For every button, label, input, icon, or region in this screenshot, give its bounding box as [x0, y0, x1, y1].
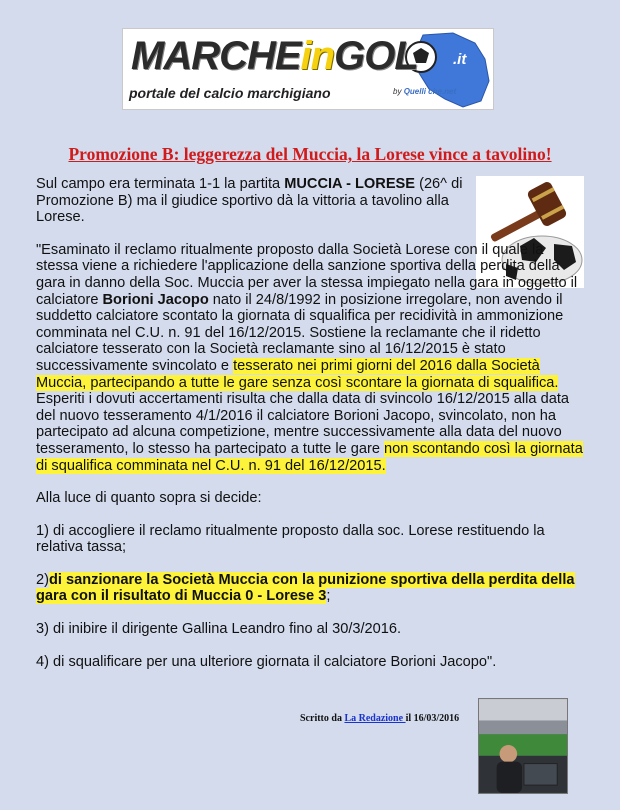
paragraph-complaint: "Esaminato il reclamo ritualmente proposto dalla Società Lorese con il quale la stessa viene a richiedere l'applicazione della sanzione sportiva della perdita della gara in danno della Soc. Muccia per aver la stessa impiegato nella gara in oggetto il calciatore Borioni Jacopo nato il 24/8/1992 in posizione irregolare, non avendo il suddetto calciatore scontato la giornata di squalifica per recidività in ammonizione comminata nel C.U. n. 91 del 16/12/2015. Sostiene la reclamante che il ridetto calciatore tesserato con la Società reclamante sino al 16/12/2015 è stato successivamente svincolato e tesserato nei primi giorni del 2016 dalla Società Muccia, partecipando a tutte le gare senza così scontare la giornata di squalifica. Esperiti i dovuti accertamenti risulta che dalla data di svincolo 16/12/2015 alla data del nuovo tesseramento 4/1/2016 il calciatore Borioni Jacopo, svincolato, non ha partecipato ad alcuna competizione, mentre successivamente alla data del nuovo tesseramento, lo stesso ha partecipato a tutte le gare non scontando così la giornata di squalifica comminata nel C.U. n. 91 del 16/12/2015. [36, 241, 583, 474]
stadium-reporter-image [478, 698, 568, 794]
paragraph-decision-intro: Alla luce di quanto sopra si decide: [36, 490, 262, 507]
logo-sponsor: by Quelli che.net [393, 87, 457, 96]
highlight-tesseramento: tesserato nei primi giorni del 2016 dalla Società Muccia, partecipando a tutte le gare senza così scontare la giornata di squalifica. [36, 357, 559, 391]
logo-tagline: portale del calcio marchigiano [129, 85, 331, 101]
author-link[interactable]: La Redazione [344, 713, 406, 724]
site-logo[interactable] [122, 28, 494, 110]
article-body [36, 176, 586, 686]
highlight-sanction: di sanzionare la Società Muccia con la punizione sportiva della perdita della gara con il risultato di Muccia 0 - Lorese 3 [36, 571, 575, 605]
paragraph-decision-1: 1) di accogliere il reclamo ritualmente proposto dalla soc. Lorese restituendo la relativa tassa; [36, 522, 545, 556]
paragraph-intro: Sul campo era terminata 1-1 la partita MUCCIA - LORESE (26^ di Promozione B) ma il giudice sportivo dà la vittoria a tavolino alla Lorese. [36, 176, 463, 226]
article-title[interactable]: Promozione B: leggerezza del Muccia, la Lorese vince a tavolino! [68, 144, 552, 164]
logo-wordmark: MARCHEinGOL [131, 34, 418, 78]
logo-tld: .it [453, 51, 467, 68]
paragraph-decision-2: 2)di sanzionare la Società Muccia con la punizione sportiva della perdita della gara con il risultato di Muccia 0 - Lorese 3; [36, 571, 575, 605]
byline: Scritto da La Redazione il 16/03/2016 [300, 713, 460, 724]
paragraph-decision-3: 3) di inibire il dirigente Gallina Leandro fino al 30/3/2016. [36, 621, 402, 638]
paragraph-decision-4: 4) di squalificare per una ulteriore giornata il calciatore Borioni Jacopo". [36, 653, 497, 670]
highlight-squalifica: non scontando così la giornata di squalifica comminata nel C.U. n. 91 del 16/12/2015. [36, 440, 583, 474]
